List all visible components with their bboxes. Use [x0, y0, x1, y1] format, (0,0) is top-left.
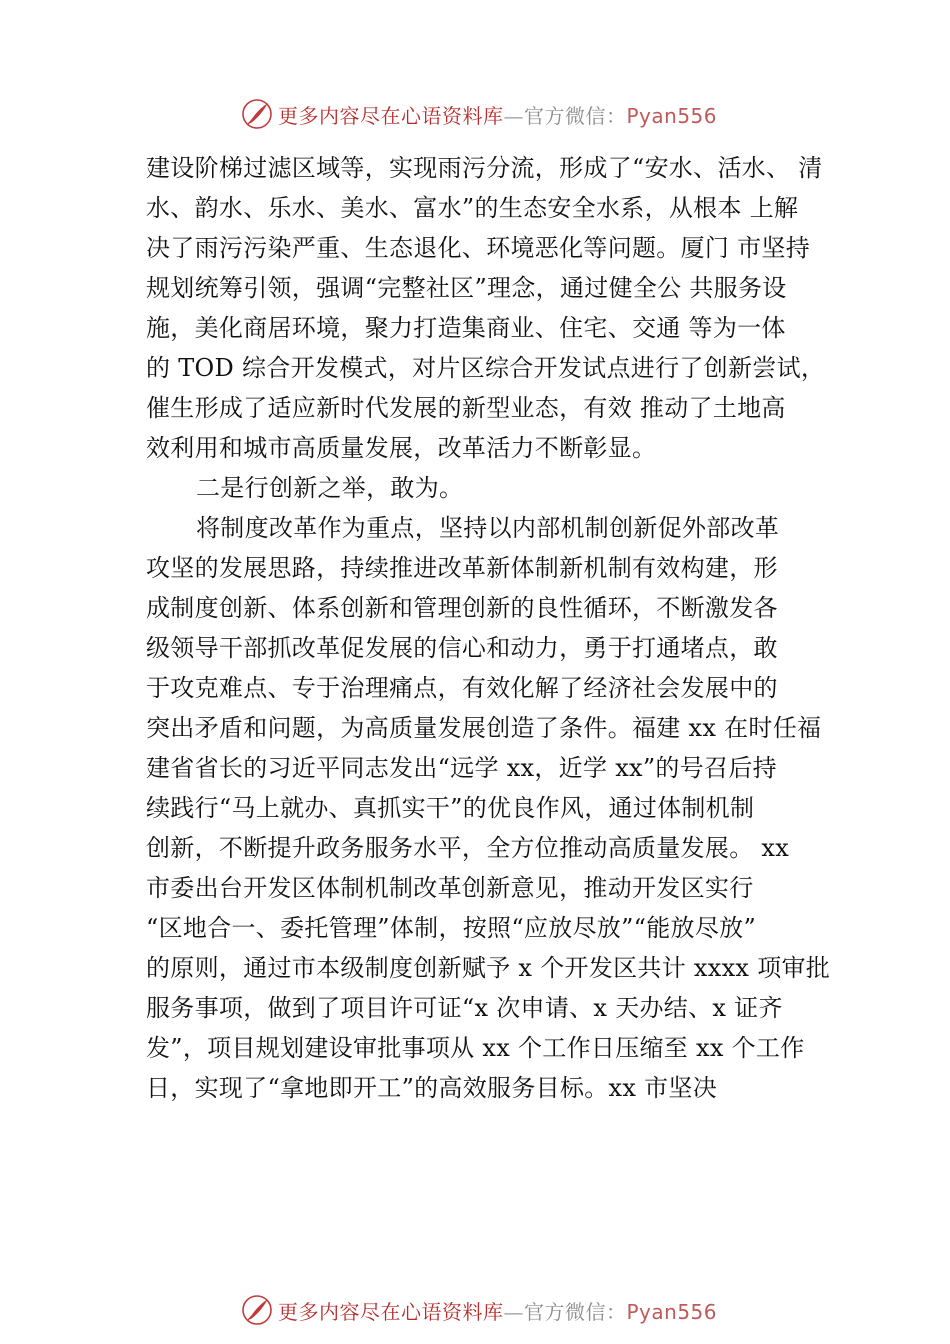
document-body	[146, 148, 846, 1108]
text-line: 效利用和城市高质量发展，改革活力不断彰显。	[146, 434, 657, 462]
text-line: 发”，项目规划建设审批事项从 xx 个工作日压缩至 xx 个工作	[146, 1034, 805, 1062]
text-line: 攻坚的发展思路，持续推进改革新体制新机制有效构建，形	[146, 554, 778, 582]
feather-pen-logo-icon	[240, 97, 274, 131]
text-line: 突出矛盾和问题，为高质量发展创造了条件。福建 xx 在时任福	[146, 714, 822, 742]
text-line: 建设阶梯过滤区域等，实现雨污分流，形成了“安水、活水、 清	[146, 154, 823, 182]
text-line: 级领导干部抓改革促发展的信心和动力，勇于打通堵点，敢	[146, 634, 778, 662]
text-line: “区地合一、委托管理”体制，按照“应放尽放”“能放尽放”	[146, 914, 757, 942]
banner-text: 更多内容尽在心语资料库—官方微信：Pyan556	[278, 1299, 718, 1324]
text-line: 二是行创新之举，敢为。	[196, 474, 464, 502]
text-line: 施，美化商居环境，聚力打造集商业、住宅、交通 等为一体	[146, 314, 786, 342]
text-line: 催生形成了适应新时代发展的新型业态，有效 推动了土地高	[146, 394, 786, 422]
text-line: 将制度改革作为重点，坚持以内部机制创新促外部改革	[196, 514, 780, 542]
text-line: 建省省长的习近平同志发出“远学 xx，近学 xx”的号召后持	[146, 754, 777, 782]
footer-banner	[240, 1292, 717, 1328]
text-line: 于攻克难点、专于治理痛点，有效化解了经济社会发展中的	[146, 674, 778, 702]
text-line: 续践行“马上就办、真抓实干”的优良作风，通过体制机制	[146, 794, 755, 822]
text-line: 成制度创新、体系创新和管理创新的良性循环，不断激发各	[146, 594, 778, 622]
text-line: 创新，不断提升政务服务水平，全方位推动高质量发展。 xx	[146, 834, 790, 862]
text-line: 水、韵水、乐水、美水、富水”的生态安全水系，从根本 上解	[146, 194, 799, 222]
text-line: 日，实现了“拿地即开工”的高效服务目标。xx 市坚决	[146, 1074, 718, 1102]
text-line: 决了雨污污染严重、生态退化、环境恶化等问题。厦门 市坚持	[146, 234, 811, 262]
feather-pen-logo-icon	[240, 1293, 274, 1327]
text-line: 规划统筹引领，强调“完整社区”理念，通过健全公 共服务设	[146, 274, 787, 302]
text-line: 的原则，通过市本级制度创新赋予 x 个开发区共计 xxxx 项审批	[146, 954, 831, 982]
text-line: 的 TOD 综合开发模式，对片区综合开发试点进行了创新尝试，	[146, 354, 826, 382]
text-line: 市委出台开发区体制机制改革创新意见，推动开发区实行	[146, 874, 754, 902]
text-line: 服务事项，做到了项目许可证“x 次申请、x 天办结、x 证齐	[146, 994, 783, 1022]
banner-text: 更多内容尽在心语资料库—官方微信：Pyan556	[278, 103, 718, 128]
header-banner	[240, 96, 717, 132]
